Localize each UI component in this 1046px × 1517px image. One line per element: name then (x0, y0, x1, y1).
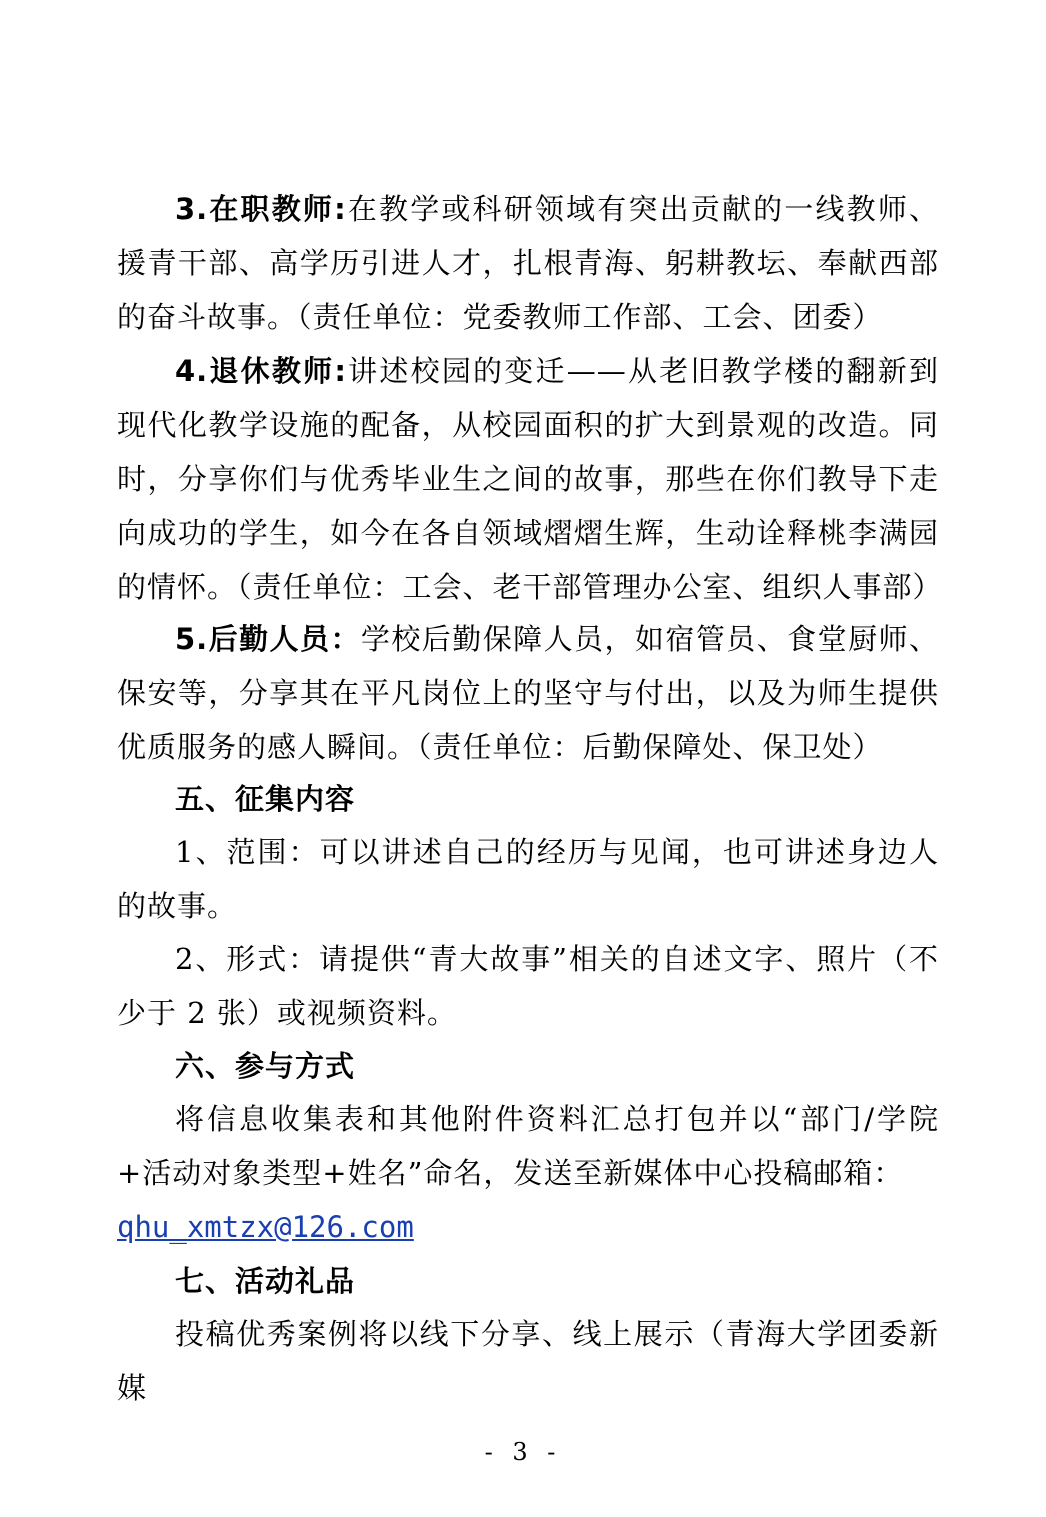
paragraph-text: 学校后勤保障人员，如宿管员、食堂厨师、保安等，分享其在平凡岗位上的坚守与付出，以及为师生提供优质服务的感人瞬间。（责任单位：后勤保障处、保卫处） (117, 622, 939, 764)
paragraph-label: 4.退休教师: (175, 354, 347, 388)
email-line (117, 1200, 939, 1254)
participation-text: 将信息收集表和其他附件资料汇总打包并以“部门/学院+活动对象类型+姓名”命名，发送至新媒体中心投稿邮箱： (117, 1102, 939, 1190)
content-scope: 1、范围：可以讲述自己的经历与见闻，也可讲述身边人的故事。 (117, 835, 939, 923)
paragraph-retired-teachers (117, 344, 943, 614)
participation-instructions (117, 1092, 939, 1200)
email-link[interactable]: qhu_xmtzx@126.com (117, 1210, 414, 1244)
section-heading-7: 七、活动礼品 (175, 1264, 356, 1298)
page-number: - 3 - (484, 1438, 562, 1466)
paragraph-in-service-teachers (117, 182, 939, 344)
paragraph-label: 3.在职教师: (175, 192, 347, 226)
paragraph-logistics-staff (117, 612, 939, 774)
content-format: 2、形式：请提供“青大故事”相关的自述文字、照片（不少于 2 张）或视频资料。 (117, 942, 939, 1030)
gift-paragraph: 投稿优秀案例将以线下分享、线上展示（青海大学团委新媒 (117, 1317, 939, 1405)
section-heading-5: 五、征集内容 (175, 782, 356, 816)
section-heading-6: 六、参与方式 (175, 1049, 356, 1083)
paragraph-text: 在教学或科研领域有突出贡献的一线教师、援青干部、高学历引进人才，扎根青海、躬耕教坛、奉献西部的奋斗故事。（责任单位：党委教师工作部、工会、团委） (117, 192, 939, 334)
paragraph-text: 讲述校园的变迁——从老旧教学楼的翻新到现代化教学设施的配备，从校园面积的扩大到景观的改造。同时，分享你们与优秀毕业生之间的故事，那些在你们教导下走向成功的学生，如今在各自领域熠熠生辉，生动诠释桃李满园的情怀。（责任单位：工会、老干部管理办公室、组织人事部） (117, 354, 943, 604)
paragraph-label: 5.后勤人员： (175, 622, 361, 656)
